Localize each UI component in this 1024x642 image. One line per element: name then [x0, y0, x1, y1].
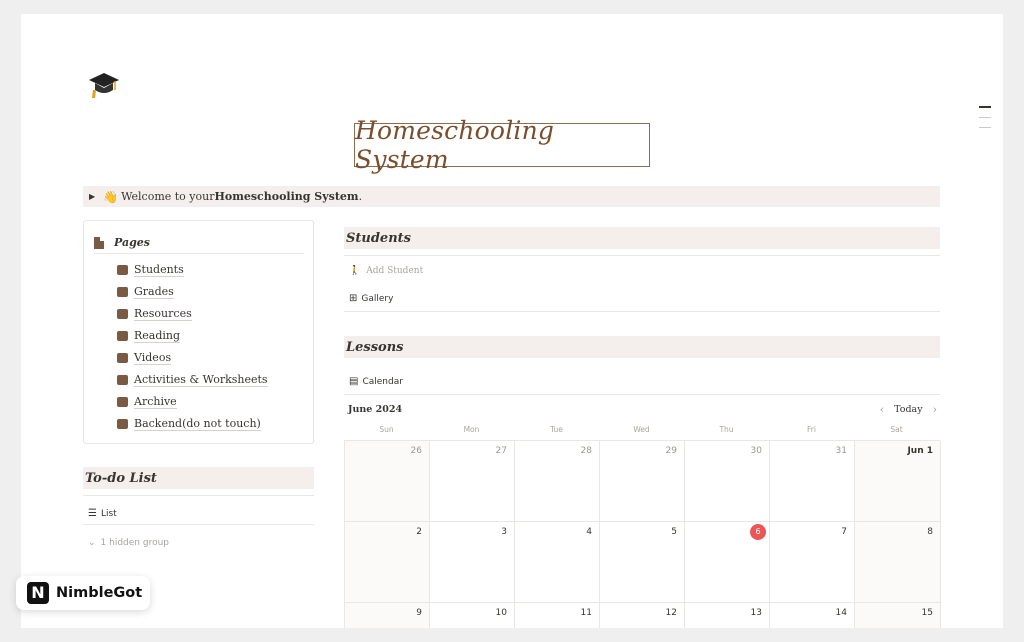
- laptop-icon: [117, 309, 128, 319]
- documents-icon: [117, 375, 128, 385]
- calendar-view-label: Calendar: [362, 376, 403, 387]
- divider: [83, 524, 314, 525]
- weekday-label: Wed: [633, 425, 650, 434]
- grid-icon: ⊞: [349, 293, 358, 304]
- graduation-cap-icon[interactable]: [87, 68, 121, 102]
- divider: [83, 495, 314, 496]
- book-icon: [117, 331, 128, 341]
- calendar-day-number: 2: [416, 527, 422, 537]
- page-link-label: Archive: [134, 395, 177, 408]
- pages-heading-label: Pages: [114, 236, 150, 249]
- todo-heading: To-do List: [83, 467, 314, 489]
- todo-view-tab[interactable]: [88, 508, 117, 519]
- hidden-group-label: 1 hidden group: [100, 538, 170, 548]
- calendar-day-cell[interactable]: [430, 522, 515, 603]
- toggle-triangle-icon[interactable]: ▶: [89, 192, 96, 201]
- add-student-label: Add Student: [366, 266, 424, 276]
- pages-heading: [94, 232, 304, 254]
- page-link-label: Backend(do not touch): [134, 417, 261, 430]
- chevron-right-icon[interactable]: ›: [932, 403, 937, 416]
- page-link-students[interactable]: [117, 261, 184, 279]
- document-icon: [94, 237, 104, 249]
- lessons-heading: Lessons: [344, 336, 940, 358]
- list-icon: ☰: [88, 508, 97, 519]
- calendar-day-cell[interactable]: [685, 522, 770, 603]
- calendar-day-cell[interactable]: [685, 603, 770, 628]
- weekday-label: Sun: [379, 425, 394, 434]
- calendar-month: June 2024: [348, 404, 403, 415]
- callout-suffix: .: [358, 190, 363, 203]
- page-link-label: Grades: [134, 285, 174, 298]
- calendar-day-number: 12: [665, 608, 677, 618]
- page-title: Homeschooling System: [355, 116, 555, 174]
- nimblegot-name: NimbleGot: [56, 585, 143, 601]
- notebook-icon: [117, 287, 128, 297]
- page-link-archive[interactable]: [117, 393, 177, 411]
- calendar-day-cell[interactable]: [600, 441, 685, 522]
- calendar-day-number: 11: [580, 608, 592, 618]
- page-link-videos[interactable]: [117, 349, 171, 367]
- calendar-day-number: 10: [495, 608, 507, 618]
- calendar-day-cell[interactable]: [770, 522, 855, 603]
- film-icon: [117, 353, 128, 363]
- page-link-backend[interactable]: [117, 415, 261, 433]
- waving-hand-icon: 👋: [103, 189, 119, 204]
- calendar-day-number: 29: [665, 446, 677, 456]
- gallery-view-label: Gallery: [361, 293, 394, 304]
- divider: [344, 394, 940, 395]
- calendar-day-number: 27: [495, 446, 507, 456]
- calendar-nav: [880, 403, 937, 416]
- calendar-day-number: 31: [835, 446, 847, 456]
- calendar-day-number: 14: [835, 608, 847, 618]
- calendar-day-cell[interactable]: [855, 441, 941, 522]
- calendar-day-cell[interactable]: [600, 603, 685, 628]
- person-icon: [117, 265, 128, 275]
- calendar-day-number: 13: [750, 608, 762, 618]
- weekday-label: Mon: [463, 425, 480, 434]
- today-button[interactable]: Today: [894, 404, 923, 415]
- calendar-day-cell[interactable]: [515, 522, 600, 603]
- today-marker: 6: [750, 524, 766, 540]
- calendar-day-number: 30: [750, 446, 762, 456]
- calendar-day-number: 7: [841, 527, 847, 537]
- calendar-day-number: 4: [586, 527, 592, 537]
- divider: [344, 255, 940, 256]
- callout-prefix: Welcome to your: [121, 190, 215, 203]
- welcome-callout[interactable]: [83, 186, 940, 207]
- page-link-grades[interactable]: [117, 283, 174, 301]
- page-link-activities[interactable]: [117, 371, 268, 389]
- nimblegot-logo: N: [27, 582, 49, 604]
- page-title-frame: [354, 116, 650, 174]
- calendar-day-cell[interactable]: [345, 522, 430, 603]
- weekday-label: Tue: [550, 425, 563, 434]
- callout-bold: Homeschooling System: [214, 190, 359, 203]
- page-link-label: Resources: [134, 307, 192, 320]
- page-link-resources[interactable]: [117, 305, 192, 323]
- calendar-day-cell[interactable]: [430, 603, 515, 628]
- calendar-day-cell[interactable]: [345, 441, 430, 522]
- calendar-day-cell[interactable]: [515, 441, 600, 522]
- weekday-label: Fri: [807, 425, 816, 434]
- divider: [344, 311, 940, 312]
- chevron-down-icon: ⌄: [88, 538, 96, 548]
- page-outline[interactable]: [979, 106, 991, 137]
- calendar-day-number: 8: [927, 527, 933, 537]
- box-icon: [117, 419, 128, 429]
- calendar-day-cell[interactable]: [770, 603, 855, 628]
- calendar-day-number: Jun 1: [907, 446, 933, 456]
- pages-box: [83, 220, 314, 444]
- students-heading: Students: [344, 227, 940, 249]
- page-link-reading[interactable]: [117, 327, 180, 345]
- calendar-day-cell[interactable]: [855, 603, 941, 628]
- add-student-button[interactable]: [349, 266, 423, 276]
- calendar-day-cell[interactable]: [600, 522, 685, 603]
- page-link-label: Videos: [134, 351, 172, 364]
- calendar-day-cell[interactable]: [770, 441, 855, 522]
- weekday-label: Thu: [719, 425, 734, 434]
- weekday-label: Sat: [890, 425, 903, 434]
- calendar-view-tab[interactable]: [349, 376, 403, 387]
- calendar-grid: [344, 440, 940, 628]
- calendar-day-cell[interactable]: [515, 603, 600, 628]
- person-icon: 🚶: [349, 266, 361, 276]
- nimblegot-badge: [16, 576, 150, 610]
- calendar-day-cell[interactable]: [345, 603, 430, 628]
- calendar-day-number: 9: [416, 608, 422, 618]
- calendar-day-cell[interactable]: [430, 441, 515, 522]
- page-link-label: Students: [134, 263, 184, 276]
- calendar-day-cell[interactable]: [685, 441, 770, 522]
- calendar-icon: ▤: [349, 376, 359, 387]
- page-link-label: Activities & Worksheets: [134, 373, 268, 386]
- calendar-day-number: 5: [671, 527, 677, 537]
- calendar-day-number: 28: [580, 446, 592, 456]
- notion-page: [21, 14, 1003, 628]
- page-link-label: Reading: [134, 329, 181, 342]
- chevron-left-icon[interactable]: ‹: [879, 403, 885, 416]
- todo-view-label: List: [100, 508, 117, 519]
- gallery-view-tab[interactable]: [349, 293, 393, 304]
- calendar-day-cell[interactable]: [855, 522, 941, 603]
- calendar-day-number: 3: [501, 527, 507, 537]
- archive-icon: [117, 397, 128, 407]
- calendar-day-number: 15: [921, 608, 933, 618]
- hidden-group-toggle[interactable]: [88, 538, 169, 548]
- calendar-day-number: 26: [410, 446, 422, 456]
